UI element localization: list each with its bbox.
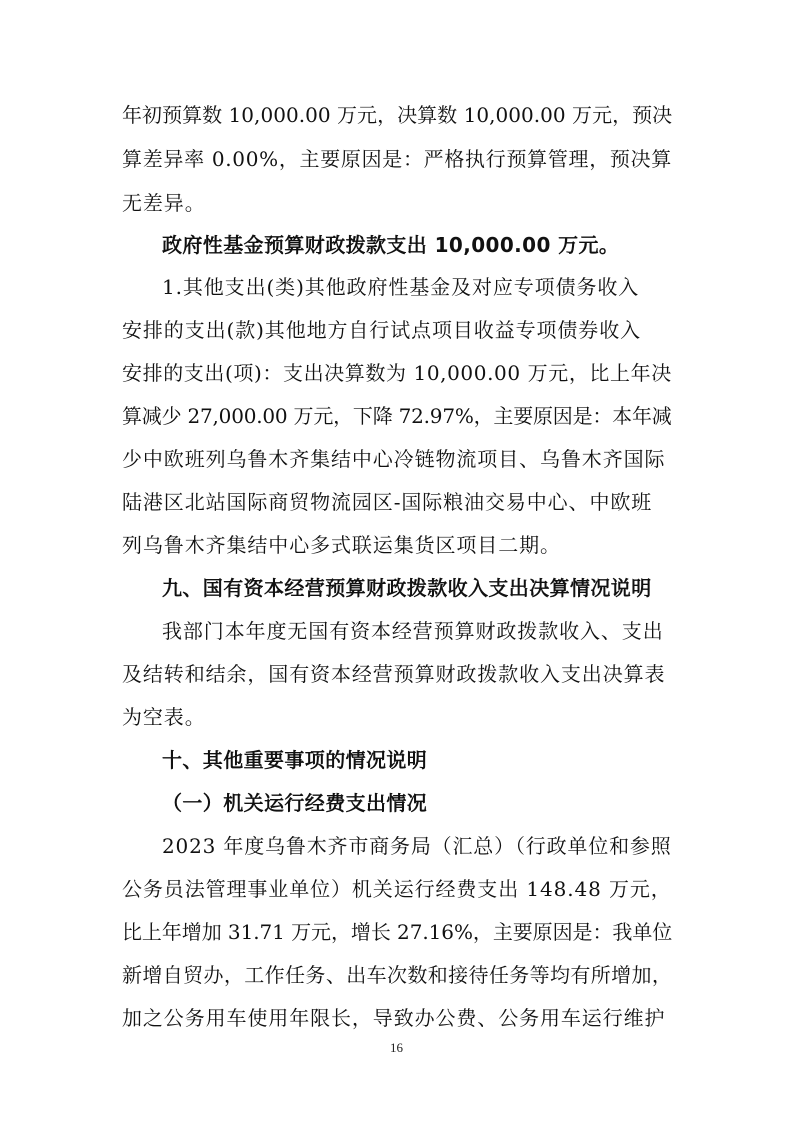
paragraph-line: 加之公务用车使用年限长，导致办公费、公务用车运行维护 <box>122 1006 666 1030</box>
section-heading: 政府性基金预算财政拨款支出 10,000.00 万元。 <box>162 233 620 257</box>
paragraph-line: 2023 年度乌鲁木齐市商务局（汇总）（行政单位和参照 <box>162 834 672 858</box>
paragraph-line: 为空表。 <box>122 705 206 729</box>
paragraph-line: 少中欧班列乌鲁木齐集结中心冷链物流项目、乌鲁木齐国际 <box>122 447 666 471</box>
paragraph-line: 1.其他支出(类)其他政府性基金及对应专项债务收入 <box>162 275 640 299</box>
paragraph-line: 新增自贸办，工作任务、出车次数和接待任务等均有所增加， <box>122 963 673 987</box>
paragraph-line: 算差异率 0.00%，主要原因是：严格执行预算管理，预决算 <box>122 147 672 171</box>
paragraph-line: 无差异。 <box>122 191 206 215</box>
section-heading: 十、其他重要事项的情况说明 <box>162 748 428 772</box>
paragraph-line: 年初预算数 10,000.00 万元，决算数 10,000.00 万元，预决 <box>122 103 673 127</box>
paragraph-line: 我部门本年度无国有资本经营预算财政拨款收入、支出 <box>162 619 664 643</box>
paragraph-line: 公务员法管理事业单位）机关运行经费支出 148.48 万元， <box>122 877 672 901</box>
section-heading: 九、国有资本经营预算财政拨款收入支出决算情况说明 <box>162 576 652 600</box>
paragraph-line: 安排的支出(款)其他地方自行试点项目收益专项债券收入 <box>122 318 642 342</box>
paragraph-line: 比上年增加 31.71 万元，增长 27.16%，主要原因是：我单位 <box>122 920 673 944</box>
paragraph-line: 及结转和结余，国有资本经营预算财政拨款收入支出决算表 <box>122 662 666 686</box>
paragraph-line: 陆港区北站国际商贸物流园区-国际粮油交易中心、中欧班 <box>122 490 653 514</box>
paragraph-line: 安排的支出(项)：支出决算数为 10,000.00 万元，比上年决 <box>122 361 672 385</box>
page-number: 16 <box>390 1040 403 1055</box>
paragraph-line: 列乌鲁木齐集结中心多式联运集货区项目二期。 <box>122 533 561 557</box>
subsection-heading: （一）机关运行经费支出情况 <box>162 791 428 815</box>
paragraph-line: 算减少 27,000.00 万元，下降 72.97%，主要原因是：本年减 <box>122 404 672 428</box>
